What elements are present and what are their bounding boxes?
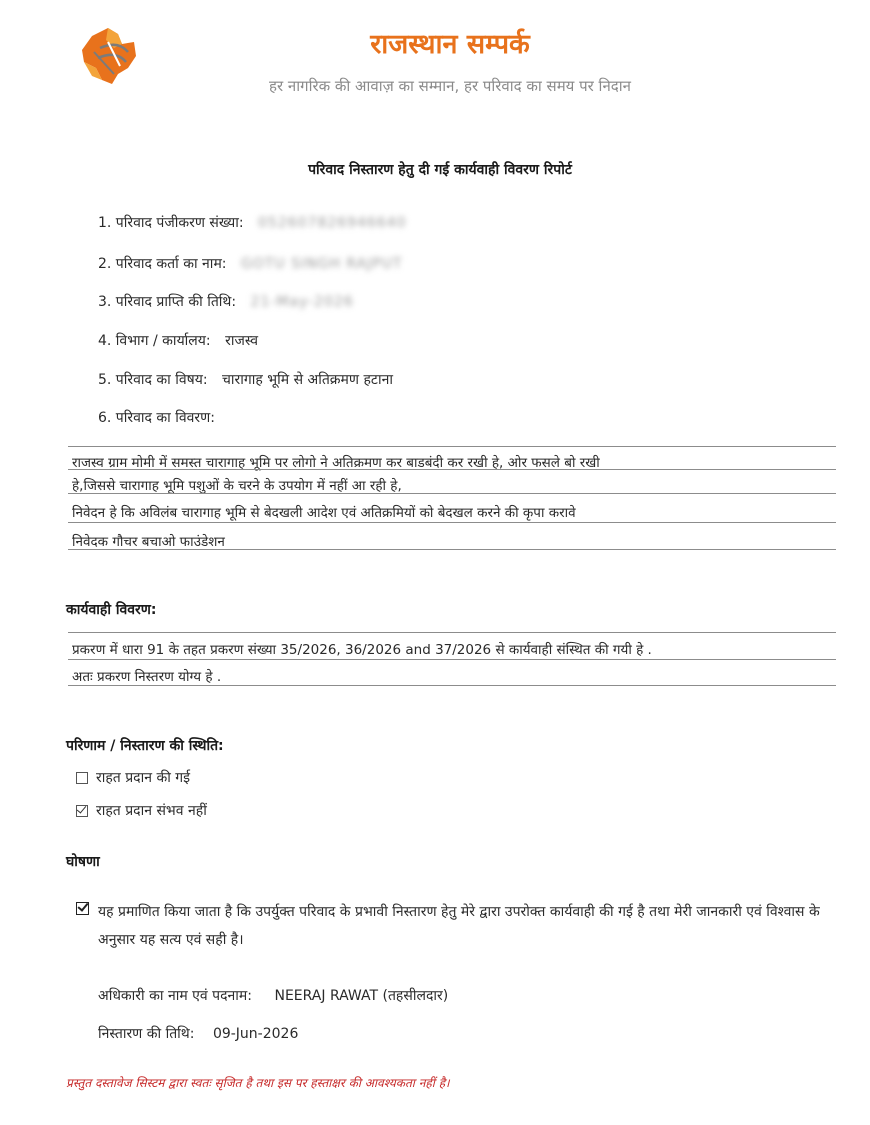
field-value-redacted: 21-May-2026 [250,294,354,310]
ruled-line [68,549,836,550]
disposal-date-value: 09-Jun-2026 [212,1026,299,1042]
officer-name-row [98,986,448,1005]
result-option-label: राहत प्रदान की गई [96,770,191,786]
result-option-label: राहत प्रदान संभव नहीं [96,803,207,819]
result-option-relief-not-possible [76,801,207,820]
field-label: 1. परिवाद पंजीकरण संख्या: [98,215,244,231]
field-label: 4. विभाग / कार्यालय: [98,333,211,349]
unchecked-box-icon [76,772,88,784]
action-line: अतः प्रकरण निस्तरण योग्य हे . [72,669,222,685]
ruled-line [68,632,836,633]
officer-name-value: NEERAJ RAWAT (तहसीलदार) [274,988,449,1004]
footer-note: प्रस्तुत दस्तावेज सिस्टम द्वारा स्वतः सृजित है तथा इस पर हस्ताक्षर की आवश्यकता नहीं है। [66,1076,450,1090]
field-value: राजस्व [225,333,259,349]
brand-title: राजस्थान सम्पर्क [370,29,530,60]
checked-box-icon [76,805,88,817]
field-description-label [98,408,225,427]
ruled-line [68,446,836,447]
ruled-line [68,685,836,686]
ruled-line [68,659,836,660]
description-line: निवेदक गौचर बचाओ फाउंडेशन [72,534,225,550]
report-title: परिवाद निस्तारण हेतु दी गई कार्यवाही विवरण रिपोर्ट [308,162,572,178]
declaration-heading: घोषणा [66,854,100,870]
field-subject [98,370,393,389]
officer-name-label: अधिकारी का नाम एवं पदनाम: [98,988,253,1004]
field-label: 2. परिवाद कर्ता का नाम: [98,256,227,272]
description-line: राजस्व ग्राम मोमी में समस्त चारागाह भूमि पर लोगो ने अतिक्रमण कर बाडबंदी कर रखी हे, ओर फसले बो रखी [72,455,600,471]
field-value: चारागाह भूमि से अतिक्रमण हटाना [222,372,394,388]
rajasthan-sampark-logo [78,22,142,90]
disposal-date-label: निस्तारण की तिथि: [98,1026,195,1042]
declaration-checked-box-icon [76,902,89,915]
ruled-line [68,522,836,523]
field-label: 5. परिवाद का विषय: [98,372,208,388]
declaration-text: यह प्रमाणित किया जाता है कि उपर्युक्त परिवाद के प्रभावी निस्तारण हेतु मेरे द्वारा उपरोक्त कार्यवाही की गई है तथा मेरी जानकारी एवं विश्वास के अनुसार यह सत्य एवं सही है। [98,904,820,948]
disposal-date-row [98,1024,298,1043]
field-complainant-name [98,254,403,273]
field-label: 6. परिवाद का विवरण: [98,410,215,426]
result-heading: परिणाम / निस्तारण की स्थिति: [66,738,224,754]
action-heading: कार्यवाही विवरण: [66,602,157,618]
field-value-redacted: 052607826946640 [258,215,407,231]
result-option-relief-given [76,768,190,787]
ruled-line [68,469,836,470]
field-registration-number [98,213,407,232]
tagline: हर नागरिक की आवाज़ का सम्मान, हर परिवाद का समय पर निदान [269,77,631,95]
field-value-redacted: GOTU SINGH RAJPUT [240,256,403,272]
field-label: 3. परिवाद प्राप्ति की तिथि: [98,294,237,310]
ruled-line [68,493,836,494]
field-received-date [98,292,354,311]
action-line: प्रकरण में धारा 91 के तहत प्रकरण संख्या 35/2026, 36/2026 and 37/2026 से कार्यवाही संस्थित की गयी हे . [72,642,652,658]
field-department [98,331,258,350]
description-line: हे,जिससे चारागाह भूमि पशुओं के चरने के उपयोग में नहीं आ रही हे, [72,478,402,494]
description-line: निवेदन हे कि अविलंब चारागाह भूमि से बेदखली आदेश एवं अतिक्रमियों को बेदखल करने की कृपा करावे [72,505,576,521]
